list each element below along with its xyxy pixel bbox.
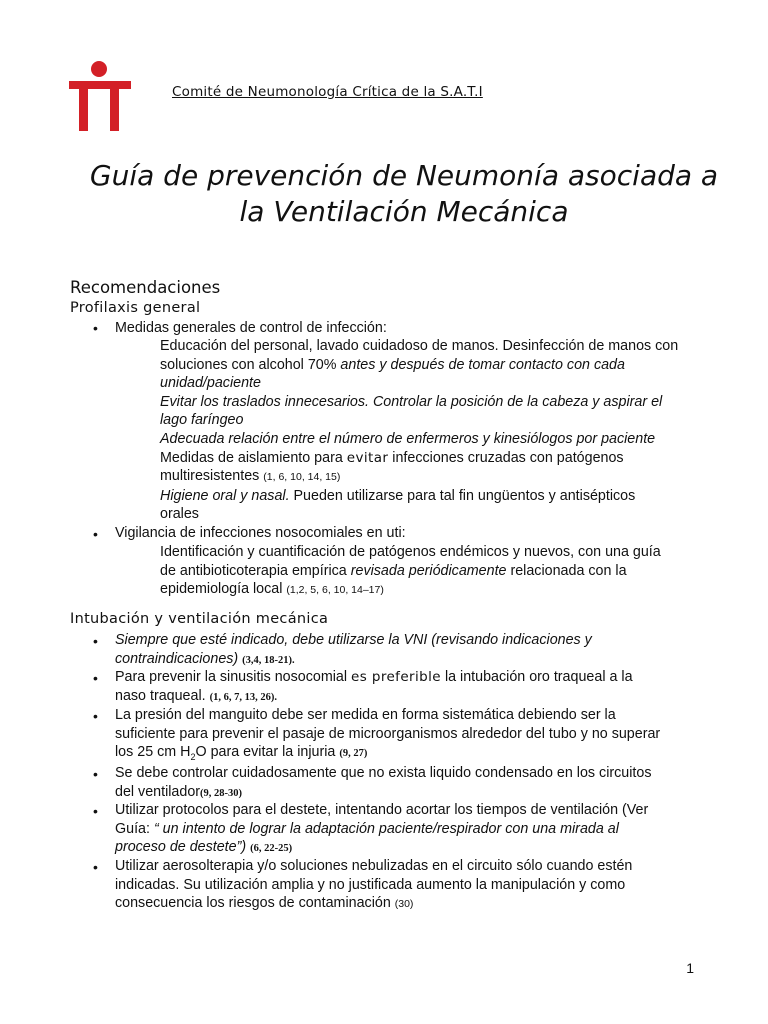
citation: (30) bbox=[394, 898, 414, 911]
text-line bbox=[115, 838, 725, 859]
text-line: indicadas. Su utilización amplia y no justificada aumento la manipulación y como bbox=[115, 876, 626, 893]
text-line bbox=[160, 356, 720, 375]
italic-run: Higiene oral y nasal. bbox=[160, 487, 290, 504]
logo-head bbox=[91, 61, 107, 77]
list-item bbox=[115, 668, 715, 707]
bullet-marker: • bbox=[93, 859, 98, 875]
text-run: Medidas de aislamiento para bbox=[160, 449, 347, 466]
title-line-1: Guía de prevención de Neumonía asociada a bbox=[89, 159, 719, 192]
section-heading-intubacion: Intubación y ventilación mecánica bbox=[70, 611, 329, 627]
text-run: soluciones con alcohol 70% bbox=[160, 356, 341, 373]
page-title bbox=[40, 158, 768, 230]
citation: (9, 28-30) bbox=[200, 787, 243, 799]
citation: (3,4, 18-21). bbox=[242, 654, 295, 666]
text-run: O para evitar la injuria bbox=[195, 744, 340, 761]
text-line: unidad/paciente bbox=[160, 375, 261, 392]
list-item bbox=[115, 706, 725, 767]
citation: (1, 6, 7, 13, 26). bbox=[209, 691, 277, 703]
bullet-marker: • bbox=[93, 633, 98, 649]
text-run: relacionada con la bbox=[506, 562, 627, 579]
section-heading-recomendaciones: Recomendaciones bbox=[70, 278, 221, 297]
text-line: Se debe controlar cuidadosamente que no exista liquido condensado en los circuitos bbox=[115, 765, 652, 781]
list-item bbox=[115, 631, 715, 670]
text-line: Utilizar protocolos para el destete, intentando acortar los tiempos de ventilación (Ver bbox=[115, 802, 649, 818]
text-line bbox=[115, 894, 725, 914]
text-line: Siempre que esté indicado, debe utilizarse la VNI (revisando indicaciones y bbox=[115, 632, 592, 648]
committee-header: Comité de Neumonología Crítica de la S.A.T.I bbox=[172, 84, 483, 100]
text-run: multiresistentes bbox=[160, 468, 264, 485]
text-line: La presión del manguito debe ser medida en forma sistemática debiendo ser la bbox=[115, 707, 616, 723]
text-run: evitar bbox=[346, 449, 389, 466]
subheading-profilaxis: Profilaxis general bbox=[70, 300, 201, 316]
text-run: los 25 cm H bbox=[115, 744, 191, 761]
text-run: es preferible bbox=[351, 669, 441, 685]
logo-right-leg bbox=[110, 89, 119, 131]
text-line bbox=[160, 580, 720, 600]
list-item-body bbox=[160, 543, 720, 600]
text-run: Pueden utilizarse para tal fin ungüentos y antisépticos bbox=[289, 487, 636, 504]
bullet-marker: • bbox=[93, 526, 98, 542]
text-run: de antibioticoterapia empírica bbox=[160, 562, 351, 579]
sati-logo bbox=[66, 60, 134, 132]
bullet-marker: • bbox=[93, 670, 98, 686]
text-line: Utilizar aerosolterapia y/o soluciones nebulizadas en el circuito sólo cuando estén bbox=[115, 858, 633, 874]
list-item bbox=[115, 857, 725, 914]
bullet-marker: • bbox=[93, 320, 98, 336]
italic-run: contraindicaciones) bbox=[115, 650, 243, 667]
citation: (9, 27) bbox=[339, 748, 368, 760]
bullet-marker: • bbox=[93, 803, 98, 819]
citation: (6, 22-25) bbox=[250, 843, 293, 855]
text-line bbox=[115, 687, 715, 708]
text-line: Adecuada relación entre el número de enfermeros y kinesiólogos por paciente bbox=[160, 430, 656, 447]
italic-run: “ un intento de lograr la adaptación paciente/respirador con una mirada al bbox=[153, 820, 619, 837]
text-run: naso traqueal. bbox=[115, 687, 210, 704]
text-line: orales bbox=[160, 506, 199, 523]
text-line: Evitar los traslados innecesarios. Controlar la posición de la cabeza y aspirar el bbox=[160, 393, 663, 410]
list-item-body bbox=[160, 337, 720, 524]
citation: (1,2, 5, 6, 10, 14–17) bbox=[286, 584, 384, 597]
text-line bbox=[160, 449, 720, 468]
italic-run: antes y después de tomar contacto con cada bbox=[340, 356, 625, 373]
text-run: del ventilador bbox=[115, 783, 201, 800]
page-number: 1 bbox=[686, 960, 694, 976]
logo-bar bbox=[69, 81, 131, 89]
bullet-marker: • bbox=[93, 766, 98, 782]
text-line bbox=[115, 668, 715, 687]
list-item bbox=[115, 801, 725, 859]
text-run: Para prevenir la sinusitis nosocomial bbox=[115, 669, 352, 685]
bullet-marker: • bbox=[93, 708, 98, 724]
list-item-title: Medidas generales de control de infección: bbox=[115, 320, 387, 336]
subscript: 2 bbox=[190, 752, 196, 763]
text-run: la intubación oro traqueal a la bbox=[440, 669, 633, 685]
list-item bbox=[115, 764, 725, 803]
text-line: Identificación y cuantificación de patógenos endémicos y nuevos, con una guía bbox=[160, 544, 661, 560]
text-line bbox=[160, 487, 720, 506]
title-line-2: la Ventilación Mecánica bbox=[239, 195, 569, 228]
text-run: epidemiología local bbox=[160, 581, 287, 598]
text-line bbox=[160, 562, 720, 581]
citation: (1, 6, 10, 14, 15) bbox=[263, 471, 341, 484]
text-line: lago faríngeo bbox=[160, 412, 244, 429]
text-line: Educación del personal, lavado cuidadoso de manos. Desinfección de manos con bbox=[160, 338, 679, 354]
text-run: consecuencia los riesgos de contaminación bbox=[115, 895, 395, 912]
italic-run: proceso de destete”) bbox=[115, 839, 251, 856]
text-run: infecciones cruzadas con patógenos bbox=[388, 449, 624, 466]
list-item-title: Vigilancia de infecciones nosocomiales en uti: bbox=[115, 525, 406, 541]
text-run: Guía: bbox=[115, 820, 154, 837]
text-line bbox=[160, 467, 720, 487]
text-line: suficiente para prevenir el pasaje de microorganismos alrededor del tubo y no superar bbox=[115, 725, 661, 742]
text-line bbox=[115, 820, 725, 839]
italic-run: revisada periódicamente bbox=[350, 562, 507, 579]
logo-left-leg bbox=[79, 89, 88, 131]
